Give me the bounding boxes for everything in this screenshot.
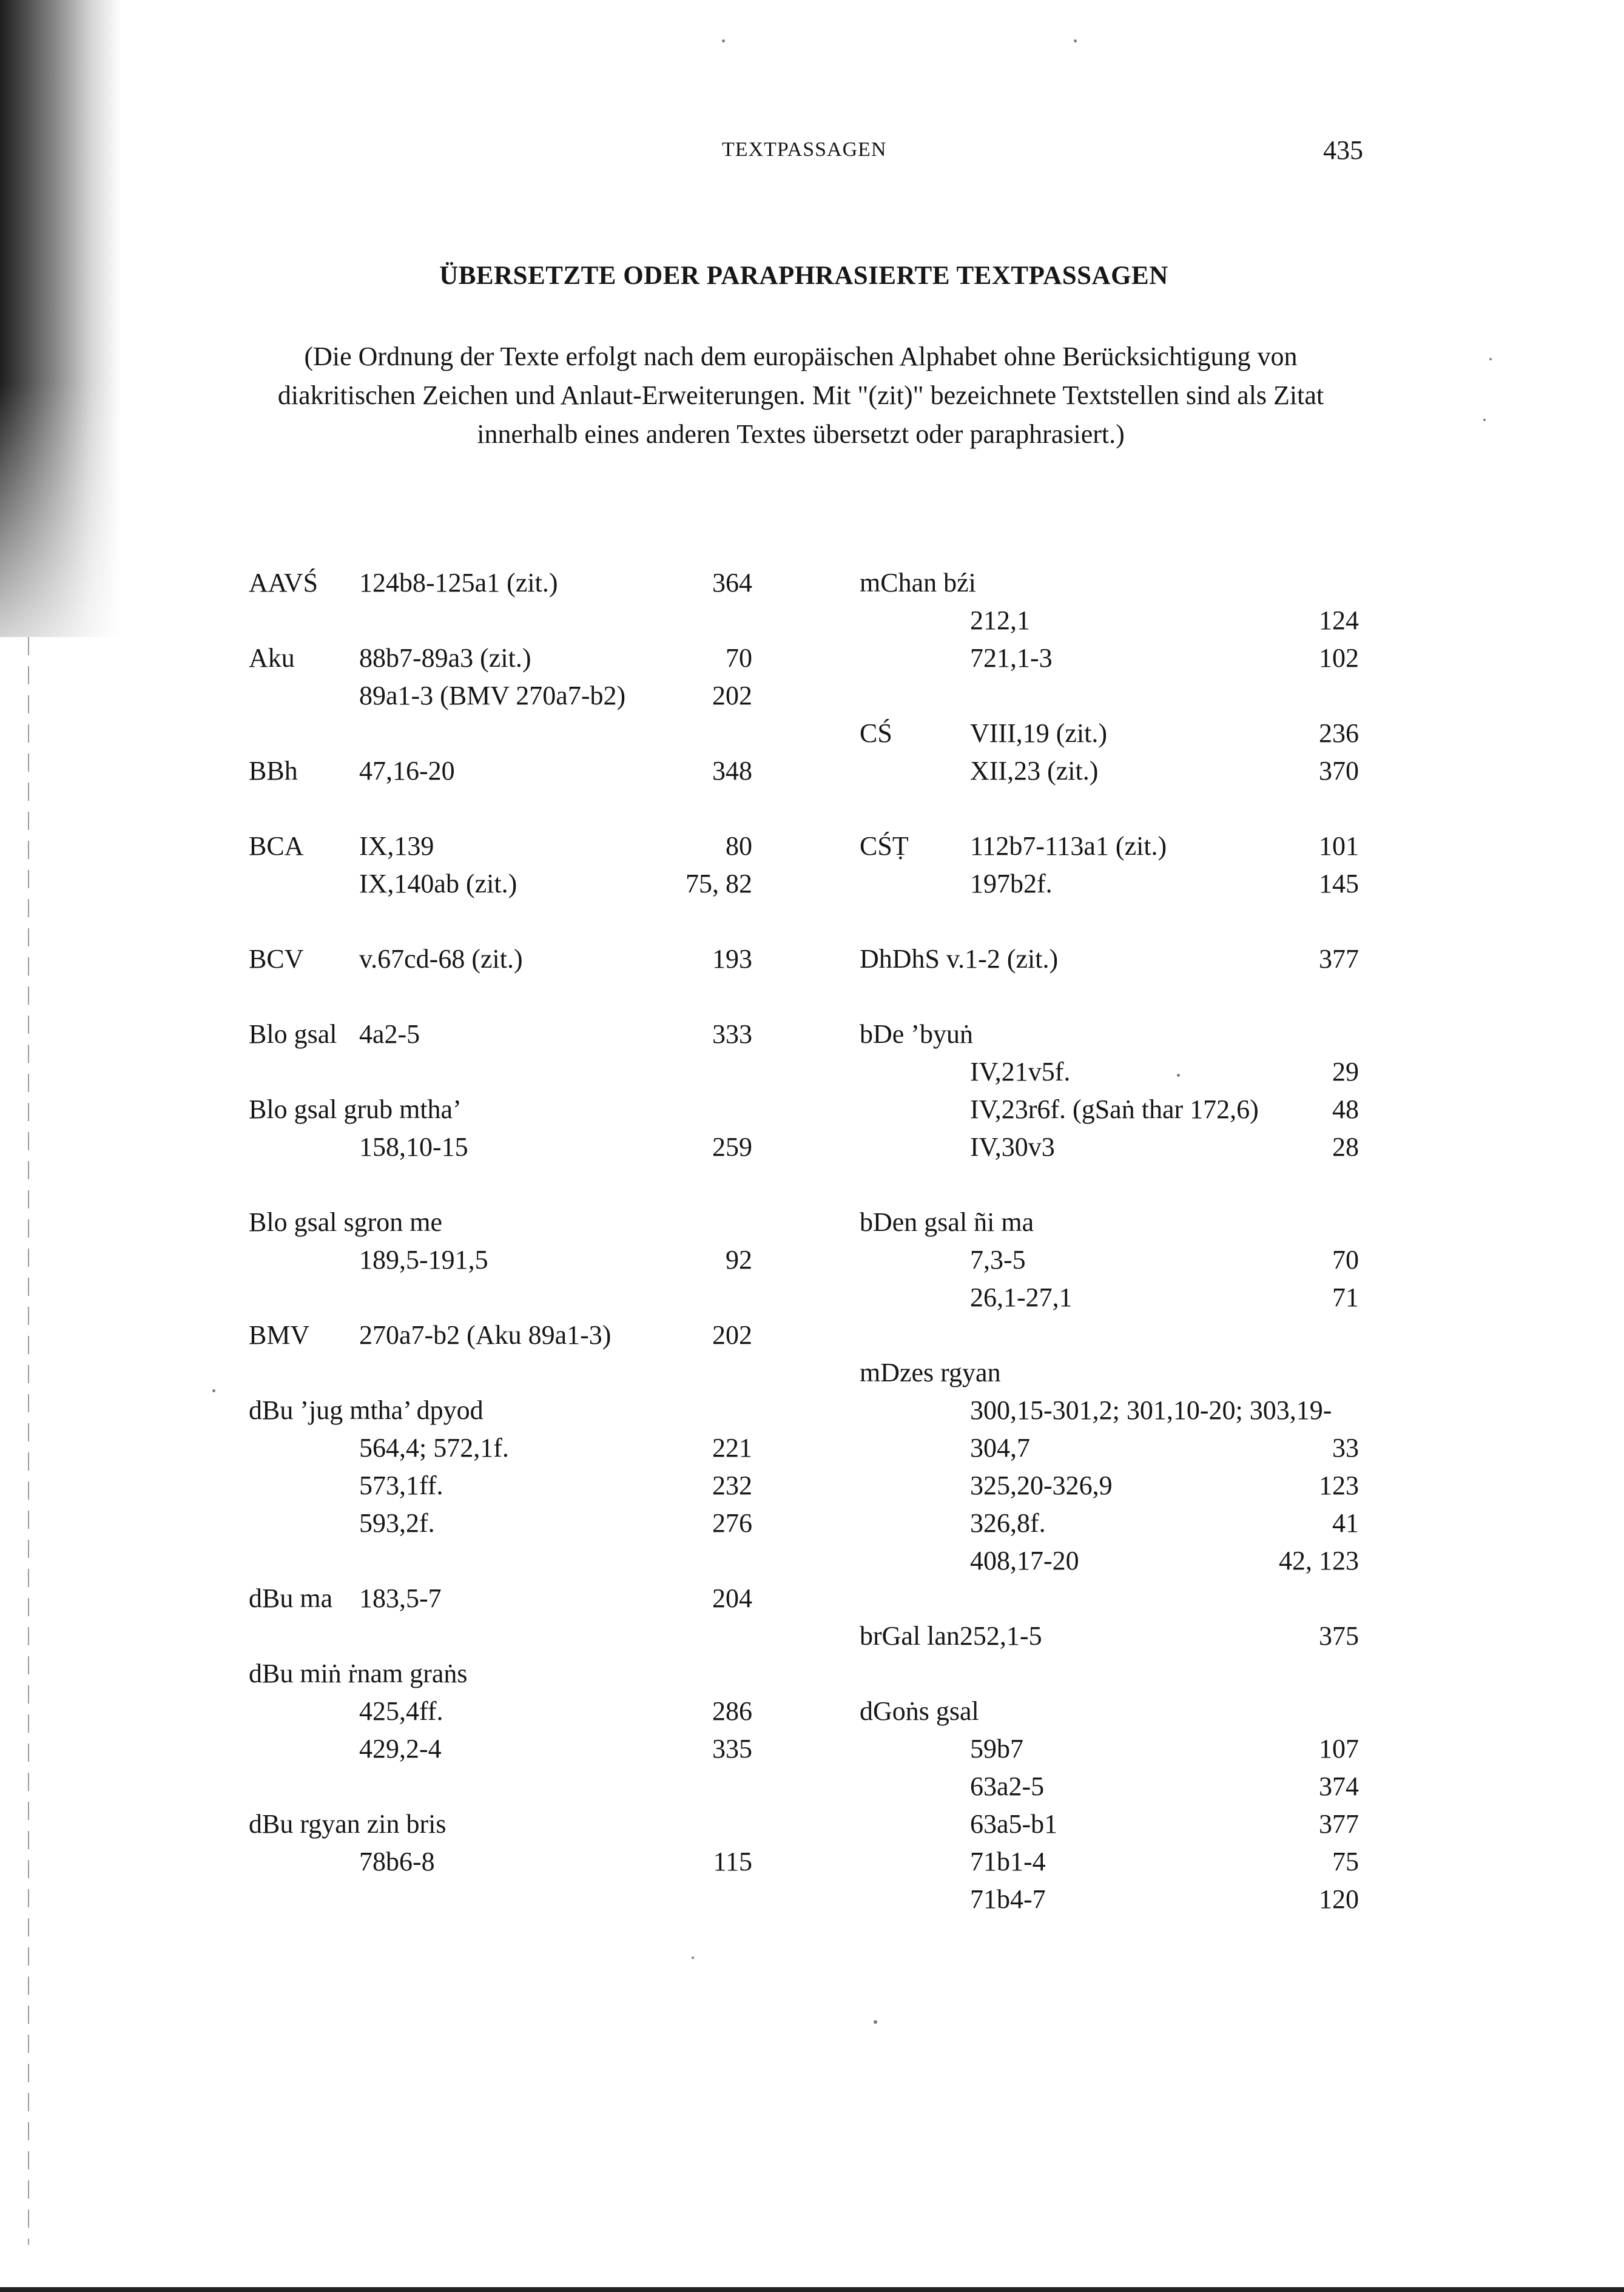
- index-entry: [249, 1429, 752, 1467]
- index-entry: [860, 639, 1359, 677]
- index-entry: [860, 1429, 1359, 1467]
- scan-speck: [722, 39, 725, 42]
- page-reference: 375: [1319, 1621, 1359, 1651]
- scan-shadow-edge: [0, 0, 121, 637]
- page-reference: 193: [712, 944, 752, 974]
- text-abbreviation: Blo gsal: [249, 1019, 337, 1049]
- index-entry: [860, 1204, 1359, 1241]
- index-entry: [249, 1091, 752, 1128]
- text-abbreviation: CŚṬ: [860, 831, 909, 861]
- index-entry: [249, 1655, 752, 1693]
- index-entry: [860, 1279, 1359, 1316]
- intro-line: (Die Ordnung der Texte erfolgt nach dem europäischen Alphabet ohne Berücksichtigung von: [304, 342, 1298, 371]
- index-entry: [860, 602, 1359, 639]
- page-reference: 259: [712, 1132, 752, 1162]
- text-location: 197b2f.: [970, 869, 1053, 898]
- text-location: IV,30v3: [970, 1132, 1055, 1162]
- page-reference: 75: [1332, 1847, 1359, 1876]
- index-entry: [249, 1392, 752, 1429]
- index-entry: [860, 1091, 1359, 1128]
- scan-margin-line: [28, 637, 29, 2245]
- text-abbreviation: dBu ma: [249, 1583, 333, 1613]
- text-location: 326,8f.: [970, 1508, 1046, 1538]
- text-abbreviation: CŚ: [860, 718, 892, 748]
- index-entry: [249, 1505, 752, 1542]
- scan-speck: [874, 2020, 877, 2024]
- text-location: v.67cd-68 (zit.): [359, 944, 523, 974]
- entry-gap: [860, 790, 1359, 827]
- page-reference: 92: [726, 1245, 752, 1275]
- text-location: 212,1: [970, 605, 1030, 635]
- entry-gap: [249, 978, 752, 1016]
- text-abbreviation: Blo gsal grub mtha’: [249, 1094, 462, 1124]
- text-location: 63a2-5: [970, 1771, 1045, 1801]
- text-location: 564,4; 572,1f.: [359, 1433, 509, 1463]
- page-reference: 28: [1332, 1132, 1359, 1162]
- page-reference: 335: [712, 1734, 752, 1764]
- page-reference: 123: [1319, 1471, 1359, 1500]
- index-entry: [860, 1241, 1359, 1279]
- right-index-column: [860, 564, 1359, 1918]
- text-location: 593,2f.: [359, 1508, 435, 1538]
- text-location: 429,2-4: [359, 1734, 442, 1764]
- page-reference: 232: [712, 1471, 752, 1500]
- text-location: IX,140ab (zit.): [359, 869, 517, 898]
- text-abbreviation: Aku: [249, 643, 295, 673]
- entry-gap: [860, 1166, 1359, 1204]
- text-abbreviation: bDe ’byuṅ: [860, 1019, 973, 1049]
- text-location: 158,10-15: [359, 1132, 468, 1162]
- text-location: 89a1-3 (BMV 270a7-b2): [359, 681, 626, 710]
- text-location: 325,20-326,9: [970, 1471, 1113, 1500]
- scan-speck: [1489, 358, 1492, 360]
- page-reference: 276: [712, 1508, 752, 1538]
- entry-gap: [249, 1166, 752, 1204]
- index-entry: [249, 1316, 752, 1354]
- text-location: 78b6-8: [359, 1847, 435, 1876]
- page-reference: 41: [1332, 1508, 1359, 1538]
- text-abbreviation: dBu ’jug mtha’ dpyod: [249, 1395, 483, 1425]
- text-location: 47,16-20: [359, 756, 455, 786]
- page-reference: 374: [1319, 1771, 1359, 1801]
- entry-gap: [860, 1316, 1359, 1354]
- section-title: ÜBERSETZTE ODER PARAPHRASIERTE TEXTPASSAGEN: [439, 261, 1168, 290]
- text-location: 88b7-89a3 (zit.): [359, 643, 531, 673]
- entry-gap: [249, 903, 752, 940]
- index-entry: [249, 1730, 752, 1768]
- text-location: XII,23 (zit.): [970, 756, 1099, 786]
- scan-speck: [1177, 1074, 1180, 1077]
- index-entry: [860, 1768, 1359, 1805]
- text-location: 124b8-125a1 (zit.): [359, 568, 558, 598]
- index-entry: [249, 1204, 752, 1241]
- index-entry: [249, 1693, 752, 1730]
- index-entry: [249, 639, 752, 677]
- text-location: 26,1-27,1: [970, 1283, 1073, 1312]
- text-abbreviation: Blo gsal sgron me: [249, 1207, 442, 1237]
- index-entry: [249, 1843, 752, 1881]
- index-entry: [249, 752, 752, 790]
- page-reference: 70: [1332, 1245, 1359, 1275]
- page-reference: 286: [712, 1696, 752, 1726]
- index-entry: [249, 1016, 752, 1053]
- text-abbreviation: brGal lan252,1-5: [860, 1621, 1042, 1651]
- entry-gap: [249, 1542, 752, 1580]
- entry-gap: [249, 790, 752, 827]
- text-location: VIII,19 (zit.): [970, 718, 1108, 748]
- entry-gap: [860, 1580, 1359, 1617]
- index-entry: [860, 1881, 1359, 1918]
- page-reference: 101: [1319, 831, 1359, 861]
- index-entry: [860, 827, 1359, 865]
- page-reference: 348: [712, 756, 752, 786]
- page-reference: 80: [726, 831, 752, 861]
- text-location: 425,4ff.: [359, 1696, 443, 1726]
- page-reference: 102: [1319, 643, 1359, 673]
- page-reference: 202: [712, 1320, 752, 1350]
- text-abbreviation: BCV: [249, 944, 304, 974]
- text-abbreviation: BMV: [249, 1320, 310, 1350]
- text-location: 270a7-b2 (Aku 89a1-3): [359, 1320, 612, 1350]
- left-index-column: [249, 564, 752, 1881]
- text-location: 59b7: [970, 1734, 1023, 1764]
- page-reference: 107: [1319, 1734, 1359, 1764]
- intro-line: innerhalb eines anderen Textes übersetzt oder paraphrasiert.): [477, 419, 1125, 449]
- index-entry: [249, 827, 752, 865]
- page-reference: 364: [712, 568, 752, 598]
- page-reference: 124: [1319, 605, 1359, 635]
- intro-line: diakritischen Zeichen und Anlaut-Erweiterungen. Mit "(zit)" bezeichnete Textstellen sind als Zitat: [277, 380, 1324, 410]
- index-entry: [249, 1467, 752, 1505]
- text-abbreviation: DhDhS v.1-2 (zit.): [860, 944, 1059, 974]
- entry-gap: [860, 903, 1359, 940]
- page-reference: 145: [1319, 869, 1359, 898]
- page-reference: 71: [1332, 1283, 1359, 1312]
- scan-speck: [692, 1957, 694, 1959]
- text-location: 189,5-191,5: [359, 1245, 488, 1275]
- page-reference: 70: [726, 643, 752, 673]
- text-location: 71b4-7: [970, 1884, 1046, 1914]
- index-entry: [860, 1505, 1359, 1542]
- page-reference: 120: [1319, 1884, 1359, 1914]
- entry-gap: [249, 1354, 752, 1392]
- entry-gap: [249, 1053, 752, 1091]
- page-reference: 377: [1319, 1809, 1359, 1839]
- entry-gap: [249, 1279, 752, 1316]
- index-entry: [249, 564, 752, 602]
- index-entry: [249, 1241, 752, 1279]
- page-number: 435: [1323, 135, 1363, 165]
- scan-bottom-edge: [0, 2287, 1624, 2292]
- text-abbreviation: dBu rgyan zin bris: [249, 1809, 446, 1839]
- page-reference: 204: [712, 1583, 752, 1613]
- scan-speck: [1074, 39, 1077, 42]
- index-entry: [860, 1392, 1359, 1429]
- text-location: 304,7: [970, 1433, 1030, 1463]
- text-abbreviation: AAVŚ: [249, 568, 318, 598]
- index-entry: [860, 752, 1359, 790]
- index-entry: [860, 940, 1359, 978]
- page-reference: 370: [1319, 756, 1359, 786]
- index-entry: [249, 865, 752, 903]
- index-entry: [860, 865, 1359, 903]
- text-location: IX,139: [359, 831, 434, 861]
- text-location: 4a2-5: [359, 1019, 420, 1049]
- page-reference: 42, 123: [1279, 1546, 1359, 1576]
- text-abbreviation: dGoṅs gsal: [860, 1696, 979, 1726]
- text-location: IV,23r6f. (gSaṅ thar 172,6): [970, 1094, 1259, 1124]
- running-head: TEXTPASSAGEN: [722, 138, 887, 161]
- index-entry: [860, 1354, 1359, 1392]
- index-entry: [249, 677, 752, 715]
- text-abbreviation: bDen gsal ñi ma: [860, 1207, 1034, 1237]
- page-reference: 75, 82: [686, 869, 752, 898]
- page-reference: 221: [712, 1433, 752, 1463]
- scan-speck: [1483, 419, 1486, 421]
- text-abbreviation: BCA: [249, 831, 304, 861]
- entry-gap: [860, 677, 1359, 715]
- entry-gap: [860, 1655, 1359, 1693]
- index-entry: [860, 1467, 1359, 1505]
- page-reference: 115: [713, 1847, 752, 1876]
- page-reference: 377: [1319, 944, 1359, 974]
- index-entry: [249, 940, 752, 978]
- intro-paragraph: [231, 337, 1371, 454]
- index-entry: [860, 1693, 1359, 1730]
- entry-gap: [249, 1617, 752, 1655]
- index-entry: [860, 1128, 1359, 1166]
- text-location: 408,17-20: [970, 1546, 1079, 1576]
- text-location: 7,3-5: [970, 1245, 1026, 1275]
- index-entry: [860, 1053, 1359, 1091]
- text-abbreviation: BBh: [249, 756, 298, 786]
- entry-gap: [860, 978, 1359, 1016]
- text-location: 63a5-b1: [970, 1809, 1058, 1839]
- index-entry: [249, 1128, 752, 1166]
- scan-speck: [212, 1389, 215, 1392]
- text-abbreviation: mDzes rgyan: [860, 1358, 1001, 1387]
- page-reference: 33: [1332, 1433, 1359, 1463]
- index-entry: [860, 1016, 1359, 1053]
- index-entry: [249, 1805, 752, 1843]
- text-location: 112b7-113a1 (zit.): [970, 831, 1167, 861]
- index-entry: [860, 715, 1359, 752]
- entry-gap: [249, 715, 752, 752]
- index-entry: [860, 1730, 1359, 1768]
- text-location: 71b1-4: [970, 1847, 1046, 1876]
- text-location: 183,5-7: [359, 1583, 442, 1613]
- text-location: 300,15-301,2; 301,10-20; 303,19-: [970, 1395, 1332, 1425]
- entry-gap: [249, 602, 752, 639]
- index-entry: [860, 1617, 1359, 1655]
- index-entry: [860, 564, 1359, 602]
- index-entry: [860, 1805, 1359, 1843]
- index-entry: [860, 1843, 1359, 1881]
- entry-gap: [249, 1768, 752, 1805]
- text-abbreviation: mChan bźi: [860, 568, 976, 598]
- page-reference: 29: [1332, 1057, 1359, 1087]
- index-entry: [249, 1580, 752, 1617]
- text-abbreviation: dBu miṅ ṙnam graṅs: [249, 1659, 468, 1688]
- text-location: 573,1ff.: [359, 1471, 443, 1500]
- page-reference: 333: [712, 1019, 752, 1049]
- page-reference: 48: [1332, 1094, 1359, 1124]
- index-entry: [860, 1542, 1359, 1580]
- text-location: IV,21v5f.: [970, 1057, 1071, 1087]
- page-reference: 202: [712, 681, 752, 710]
- text-location: 721,1-3: [970, 643, 1053, 673]
- page-reference: 236: [1319, 718, 1359, 748]
